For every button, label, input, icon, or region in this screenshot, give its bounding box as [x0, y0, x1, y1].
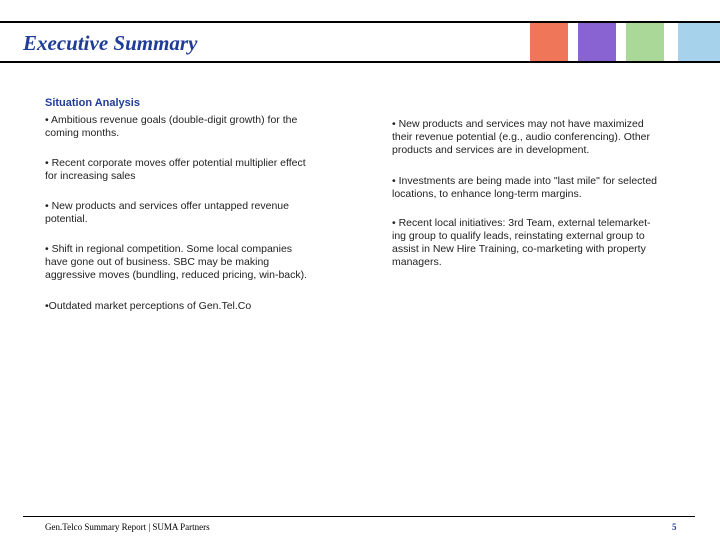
page-title: Executive Summary: [23, 31, 198, 55]
green-swatch: [626, 23, 664, 61]
left-bullet-3: • New products and services offer untapped revenue potential.: [45, 200, 289, 225]
footer-text: Gen.Telco Summary Report | SUMA Partners: [45, 522, 210, 532]
left-bullet-2: • Recent corporate moves offer potential multiplier effect for increasing sales: [45, 157, 306, 182]
blue-swatch: [678, 23, 720, 61]
coral-swatch: [530, 23, 568, 61]
left-bullet-4: • Shift in regional competition. Some local companies have gone out of business. SBC may be making aggressive moves (bundling, reduced pricing, win-back).: [45, 243, 308, 281]
purple-swatch: [578, 23, 616, 61]
section-heading: Situation Analysis: [45, 97, 140, 109]
left-bullet-5: •Outdated market perceptions of Gen.Tel.Co: [45, 300, 252, 312]
title-rule: [0, 61, 720, 63]
page-number: 5: [672, 522, 677, 532]
right-bullet-1: • New products and services may not have maximized their revenue potential (e.g., audio conferencing). Other products and services are in development.: [392, 118, 650, 156]
footer-rule: [23, 516, 695, 517]
right-bullet-2: • Investments are being made into "last mile" for selected locations, to enhance long-term margins.: [392, 175, 658, 200]
right-bullet-3: • Recent local initiatives: 3rd Team, external telemarket- ing group to qualify leads, reinstating external group to assist in New Hire Training, co-marketing with property managers.: [392, 217, 651, 268]
left-bullet-1: • Ambitious revenue goals (double-digit growth) for the coming months.: [45, 114, 298, 139]
